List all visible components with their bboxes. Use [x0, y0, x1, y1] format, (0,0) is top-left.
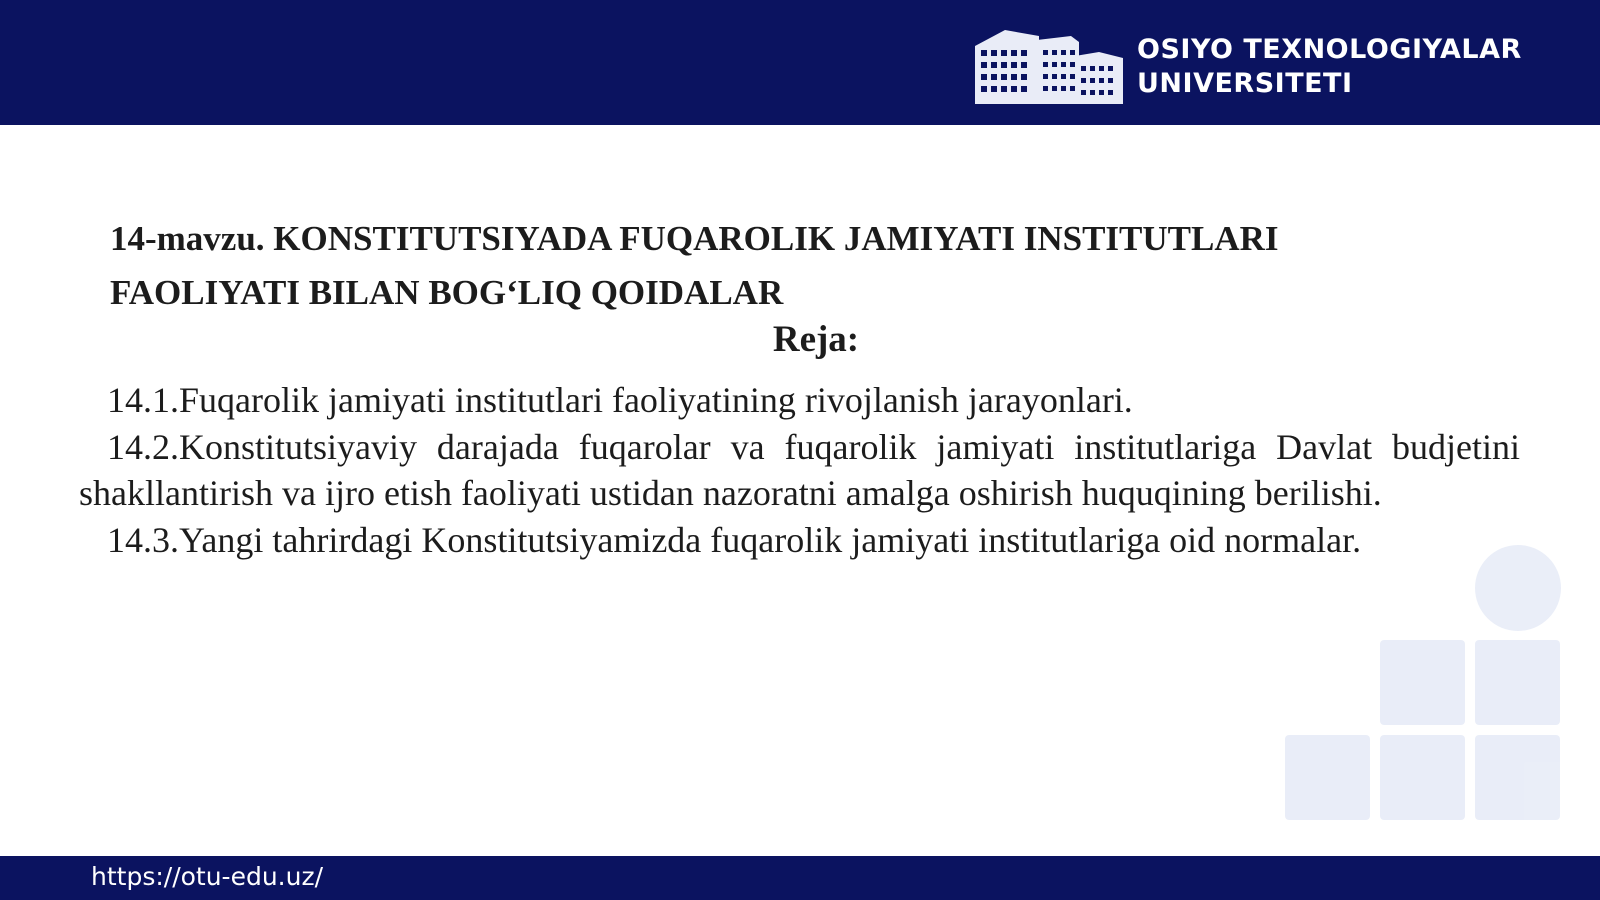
slide-title-line2: FAOLIYATI BILAN BOG‘LIQ QOIDALAR [110, 273, 784, 312]
university-name-line2: UNIVERSITETI [1137, 68, 1353, 99]
plan-item: 14.1.Fuqarolik jamiyati institutlari faoliyatining rivojlanish jarayonlari. [107, 380, 1133, 420]
plan-list [79, 377, 1520, 563]
plan-item: 14.2.Konstitutsiyaviy darajada fuqarolar va fuqarolik jamiyati institutlariga Davlat budjetini shakllantirish va ijro etish faoliyati ustidan nazoratni amalga oshirish huquqining berilishi. [79, 426, 1520, 513]
university-name-line1: OSIYO TEXNOLOGIYALAR [1137, 34, 1522, 65]
plan-heading: Reja: [772, 319, 860, 360]
slide-footer [0, 856, 1600, 900]
plan-item: 14.3.Yangi tahrirdagi Konstitutsiyamizda fuqarolik jamiyati institutlariga oid normalar. [107, 519, 1362, 560]
website-url: https://otu-edu.uz/ [91, 862, 324, 891]
slide-title [110, 212, 1530, 320]
slide-title-line1: 14-mavzu. KONSTITUTSIYADA FUQAROLIK JAMIYATI INSTITUTLARI [110, 219, 1279, 258]
